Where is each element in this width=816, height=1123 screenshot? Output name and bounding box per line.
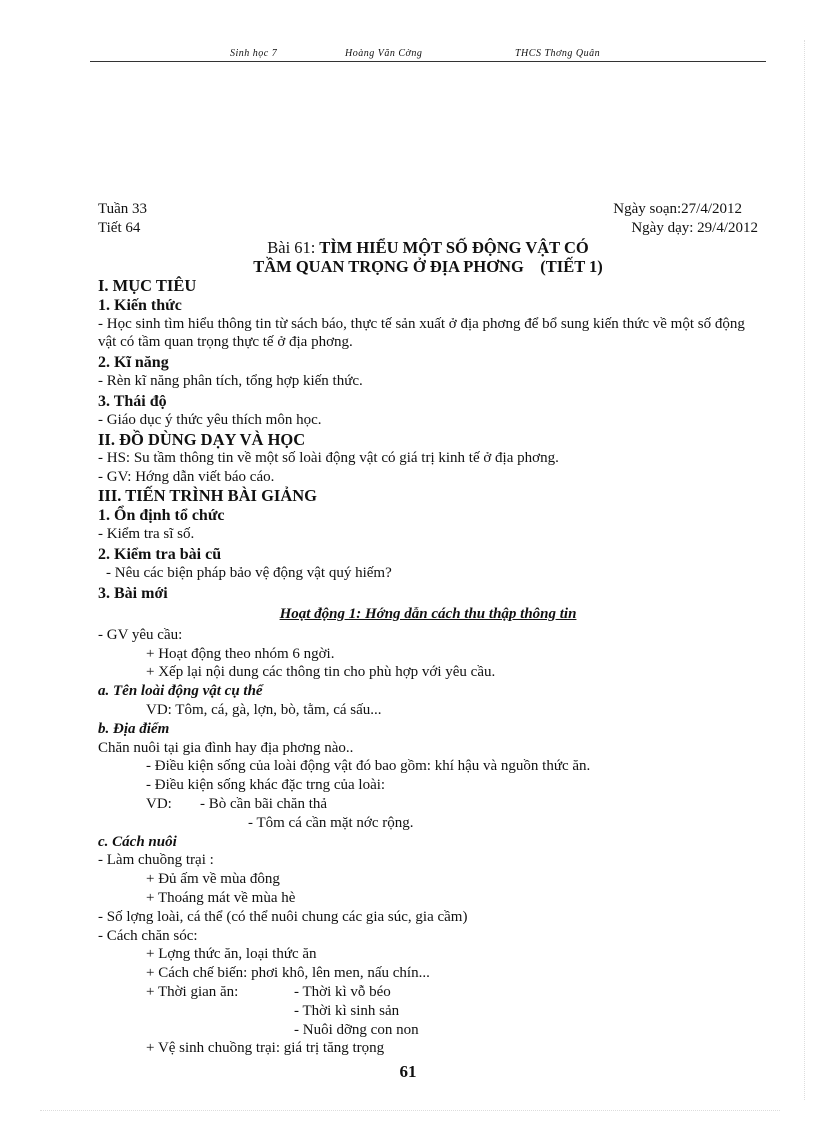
header-school: THCS Thơng Quân [515,48,601,59]
care-item-2: + Cách chế biến: phơi khô, lên men, nấu chín... [146,965,430,982]
footer-dotted-line [40,1110,780,1111]
feeding-time-item-2: - Thời kì sinh sản [294,1002,400,1019]
feeding-time-label: + Thời gian ăn: [146,983,239,1000]
section-heading-materials: II. ĐỒ DÙNG DẠY VÀ HỌC [98,429,306,449]
org-heading: 1. Ổn định tổ chức [98,507,225,525]
period-label: Tiết 64 [98,219,141,236]
check-heading: 2. Kiểm tra bài cũ [98,546,222,564]
check-text: - Nêu các biện pháp bảo vệ động vật quý hiếm? [106,565,392,582]
example-item-1: - Bò cần bãi chăn thả [200,795,328,812]
subsection-b-text: Chăn nuôi tại gia đình hay địa phơng nào.. [98,739,354,756]
subsection-c-heading: c. Cách nuôi [98,833,177,850]
document-body [98,200,758,1058]
count-text: - Số lợng loài, cá thể (có thể nuôi chung các gia súc, gia cầm) [98,908,468,925]
example-row [98,795,758,814]
care-item-1: + Lợng thức ăn, loại thức ăn [146,946,317,963]
subsection-a-text: VD: Tôm, cá, gà, lợn, bò, tằm, cá sấu... [146,701,382,718]
new-lesson-heading: 3. Bài mới [98,584,168,602]
lesson-number: Bài 61: [267,237,316,257]
meta-row-1 [98,200,758,219]
side-dotted-line [804,40,805,1100]
lesson-title-2: TẦM QUAN TRỌNG Ở ĐỊA PHƠNG (TIẾT 1) [253,256,603,276]
barn-text: - Làm chuồng trại : [98,852,214,869]
header-subject: Sinh học 7 [230,48,278,59]
attitude-text: - Giáo dục ý thức yêu thích môn học. [98,411,322,428]
feeding-time-row [98,983,758,1002]
org-text: - Kiểm tra sĩ số. [98,526,195,543]
attitude-heading: 3. Thái độ [98,392,167,410]
subsection-b-heading: b. Địa điểm [98,720,170,737]
teach-date: Ngày dạy: 29/4/2012 [631,219,758,236]
skills-text: - Rèn kĩ năng phân tích, tổng hợp kiến thức. [98,373,363,390]
section-heading-objectives: I. MỤC TIÊU [98,275,197,295]
knowledge-heading: 1. Kiến thức [98,296,182,314]
materials-gv: - GV: Hớng dẫn viết báo cáo. [98,468,275,485]
care-text: - Cách chăn sóc: [98,927,198,944]
lesson-title-1: TÌM HIỂU MỘT SỐ ĐỘNG VẬT CÓ [319,237,589,257]
gv-request: - GV yêu cầu: [98,626,183,643]
example-label: VD: [146,795,172,812]
activity-title: Hoạt động 1: Hớng dẫn cách thu thập thông tin [279,605,577,622]
feeding-time-item-1: - Thời kì vỗ béo [294,983,391,1000]
feeding-time-item-3: - Nuôi dỡng con non [294,1021,419,1038]
request-item-1: + Hoạt động theo nhóm 6 ngời. [146,645,335,662]
meta-row-2 [98,219,758,238]
header-teacher: Hoàng Văn Cờng [345,48,423,59]
barn-item-1: + Đủ ấm về mùa đông [146,871,280,888]
knowledge-text: - Học sinh tìm hiểu thông tin từ sách báo, thực tế sản xuất ở địa phơng để bổ sung kiến thức về một số động vật có tầm quan trọng thực tế ở địa phơng. [98,315,745,351]
subsection-b-item-1: - Điều kiện sống của loài động vật đó bao gồm: khí hậu và nguồn thức ăn. [146,758,591,775]
barn-item-2: + Thoáng mát về mùa hè [146,889,296,906]
lesson-title-line-1 [98,238,758,257]
materials-hs: - HS: Su tầm thông tin về một số loài động vật có giá trị kinh tế ở địa phơng. [98,449,559,466]
example-item-2: - Tôm cá cần mặt nớc rộng. [248,814,414,831]
header-rule [90,61,766,62]
request-item-2: + Xếp lại nội dung các thông tin cho phù hợp với yêu cầu. [146,664,496,681]
subsection-b-item-2: - Điều kiện sống khác đặc trng của loài: [146,777,386,794]
page-number: 61 [399,1062,417,1081]
subsection-a-heading: a. Tên loài động vật cụ thể [98,683,263,700]
week-label: Tuần 33 [98,201,148,217]
care-item-4: + Vệ sinh chuồng trại: giá trị tăng trọng [146,1040,385,1057]
skills-heading: 2. Kĩ năng [98,354,169,372]
section-heading-process: III. TIẾN TRÌNH BÀI GIẢNG [98,486,317,506]
prep-date: Ngày soạn:27/4/2012 [613,201,742,217]
